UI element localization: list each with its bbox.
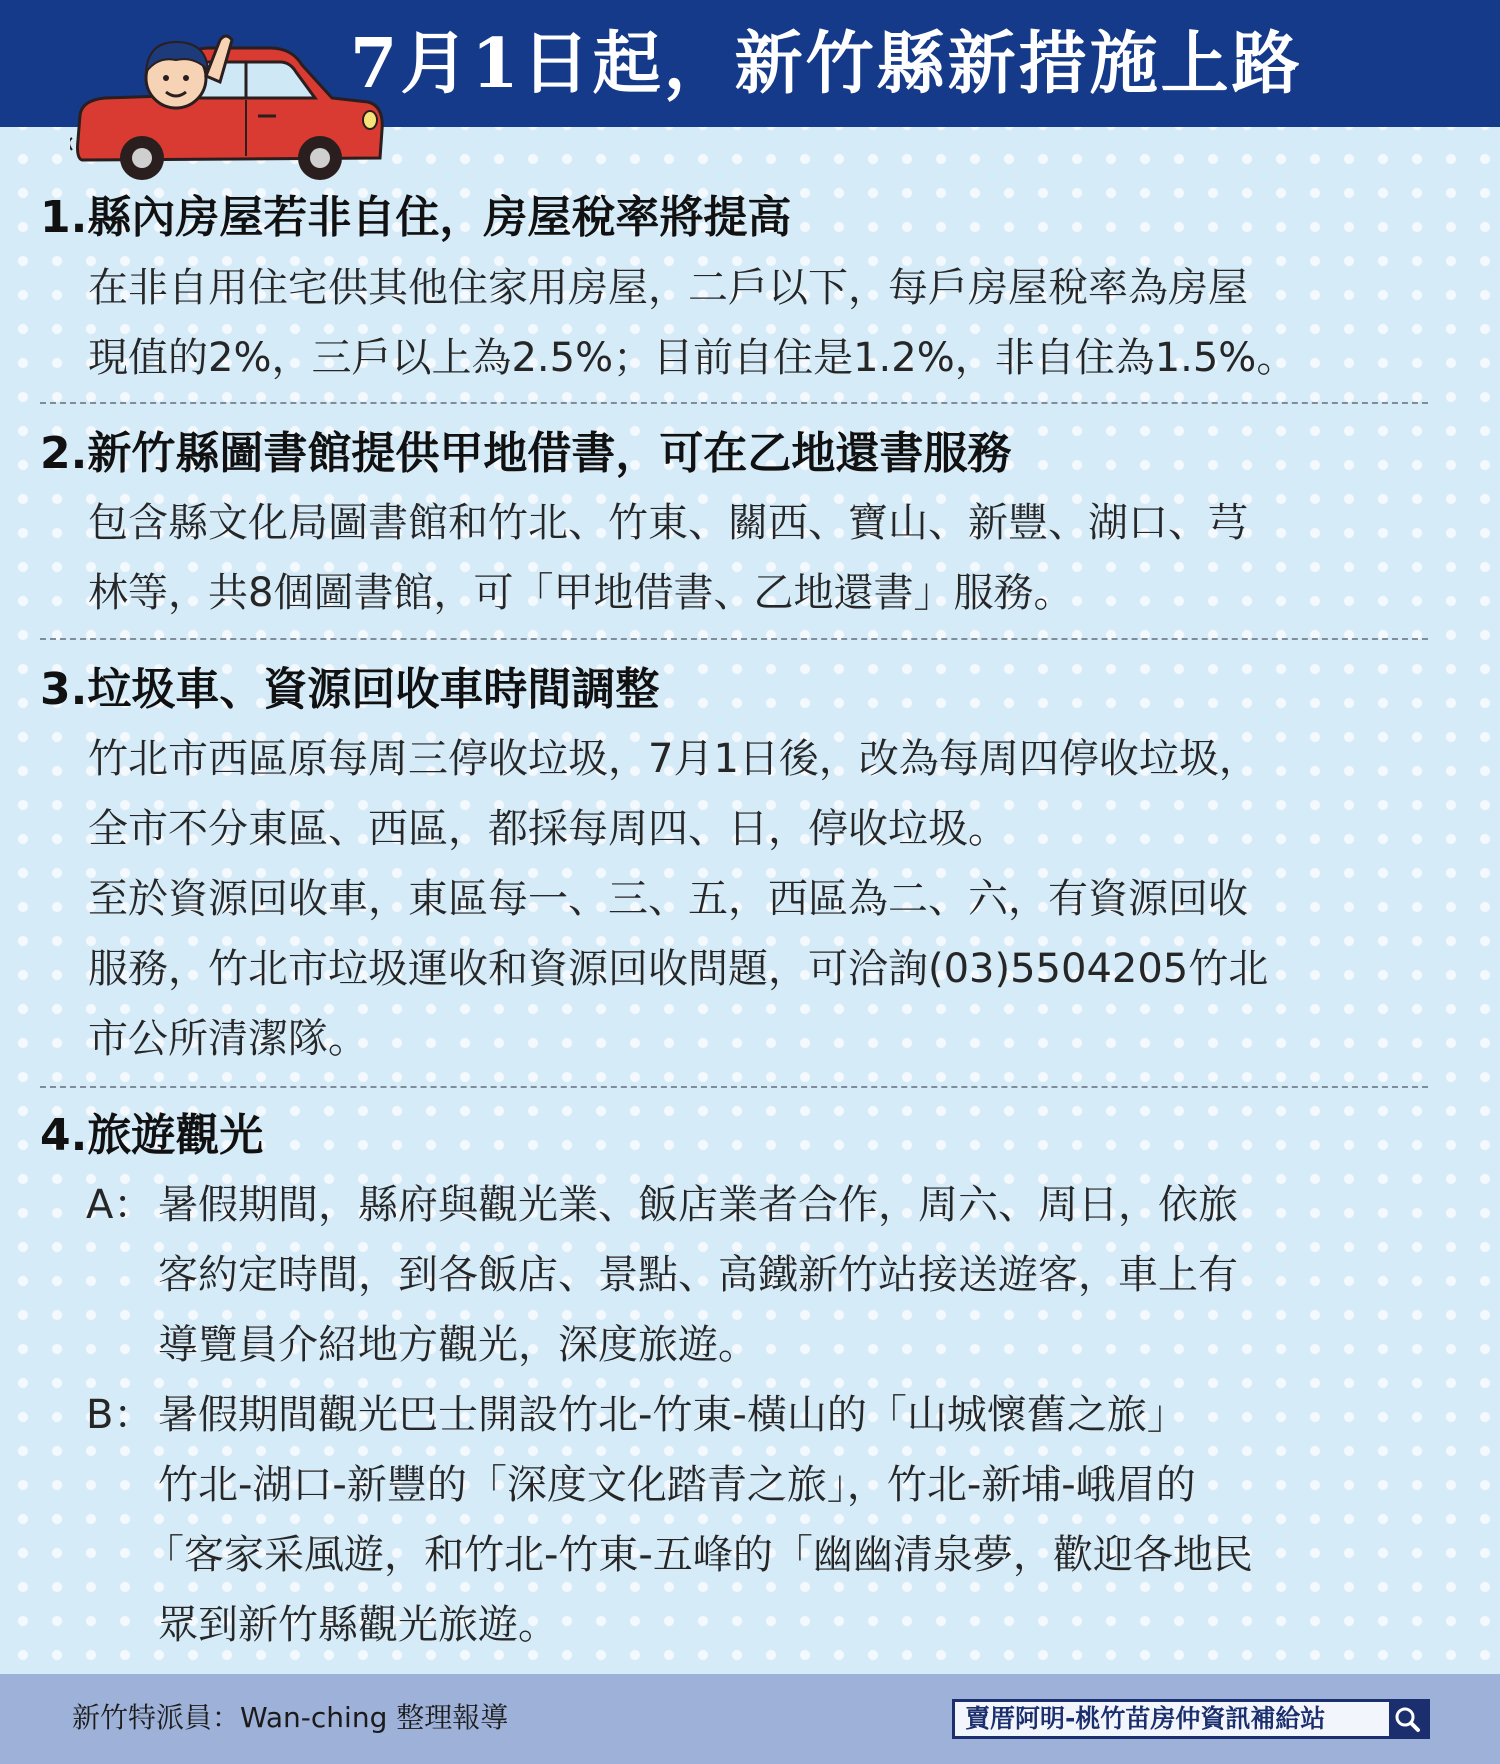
- item-b-line: 竹北-湖口-新豐的「深度文化踏青之旅」，竹北-新埔-峨眉的: [158, 1462, 1196, 1508]
- item-a-line: 暑假期間，縣府與觀光業、飯店業者合作，周六、周日，依旅: [158, 1182, 1238, 1228]
- section-3-line: 市公所清潔隊。: [88, 1016, 368, 1062]
- section-3-title: 3.垃圾車、資源回收車時間調整: [40, 664, 660, 715]
- reporter-credit: 新竹特派員：Wan-ching 整理報導: [72, 1701, 509, 1734]
- section-2-title: 2.新竹縣圖書館提供甲地借書，可在乙地還書服務: [40, 428, 1012, 479]
- page-title: 7月1日起，新竹縣新措施上路: [350, 24, 1303, 104]
- section-3-line: 服務，竹北市垃圾運收和資源回收問題，可洽詢(03)5504205竹北: [88, 946, 1269, 992]
- item-b-line: 眾到新竹縣觀光旅遊。: [158, 1602, 558, 1648]
- section-3-body: [88, 724, 1268, 1074]
- item-b-body: [144, 1380, 1253, 1660]
- section-1-body: [88, 253, 1296, 393]
- section-2-line: 包含縣文化局圖書館和竹北、竹東、關西、寶山、新豐、湖口、芎: [88, 500, 1248, 546]
- section-2-body: [88, 488, 1248, 628]
- item-b-label: B：: [86, 1392, 154, 1438]
- footer-bar: [0, 1674, 1500, 1764]
- item-a-line: 導覽員介紹地方觀光，深度旅遊。: [158, 1322, 758, 1368]
- section-3-line: 全市不分東區、西區，都採每周四、日，停收垃圾。: [88, 806, 1008, 852]
- divider: [40, 402, 1428, 404]
- section-3-line: 至於資源回收車，東區每一、三、五，西區為二、六，有資源回收: [88, 876, 1248, 922]
- divider: [40, 1086, 1428, 1088]
- item-a-body: [158, 1170, 1238, 1380]
- divider: [40, 638, 1428, 640]
- item-a-label: A：: [86, 1182, 154, 1228]
- source-badge-label: 賣厝阿明-桃竹苗房仲資訊補給站: [965, 1704, 1326, 1733]
- section-1-line: 在非自用住宅供其他住家用房屋，二戶以下，每戶房屋稅率為房屋: [88, 265, 1248, 311]
- section-1-title: 1.縣內房屋若非自住，房屋稅率將提高: [40, 192, 792, 243]
- section-1-line: 現值的2%，三戶以上為2.5%；目前自住是1.2%，非自住為1.5%。: [88, 335, 1297, 381]
- source-badge[interactable]: [952, 1699, 1430, 1739]
- item-b-line: 「客家采風遊，和竹北-竹東-五峰的「幽幽清泉夢，歡迎各地民: [144, 1532, 1253, 1578]
- section-2-line: 林等，共8個圖書館，可「甲地借書、乙地還書」服務。: [88, 570, 1074, 616]
- search-icon[interactable]: [1389, 1702, 1427, 1736]
- item-a-line: 客約定時間，到各飯店、景點、高鐵新竹站接送遊客，車上有: [158, 1252, 1238, 1298]
- section-3-line: 竹北市西區原每周三停收垃圾，7月1日後，改為每周四停收垃圾，: [88, 736, 1259, 782]
- car-illustration: [70, 20, 390, 185]
- item-b-line: 暑假期間觀光巴士開設竹北-竹東-橫山的「山城懷舊之旅」: [158, 1392, 1187, 1438]
- section-4-title: 4.旅遊觀光: [40, 1110, 264, 1161]
